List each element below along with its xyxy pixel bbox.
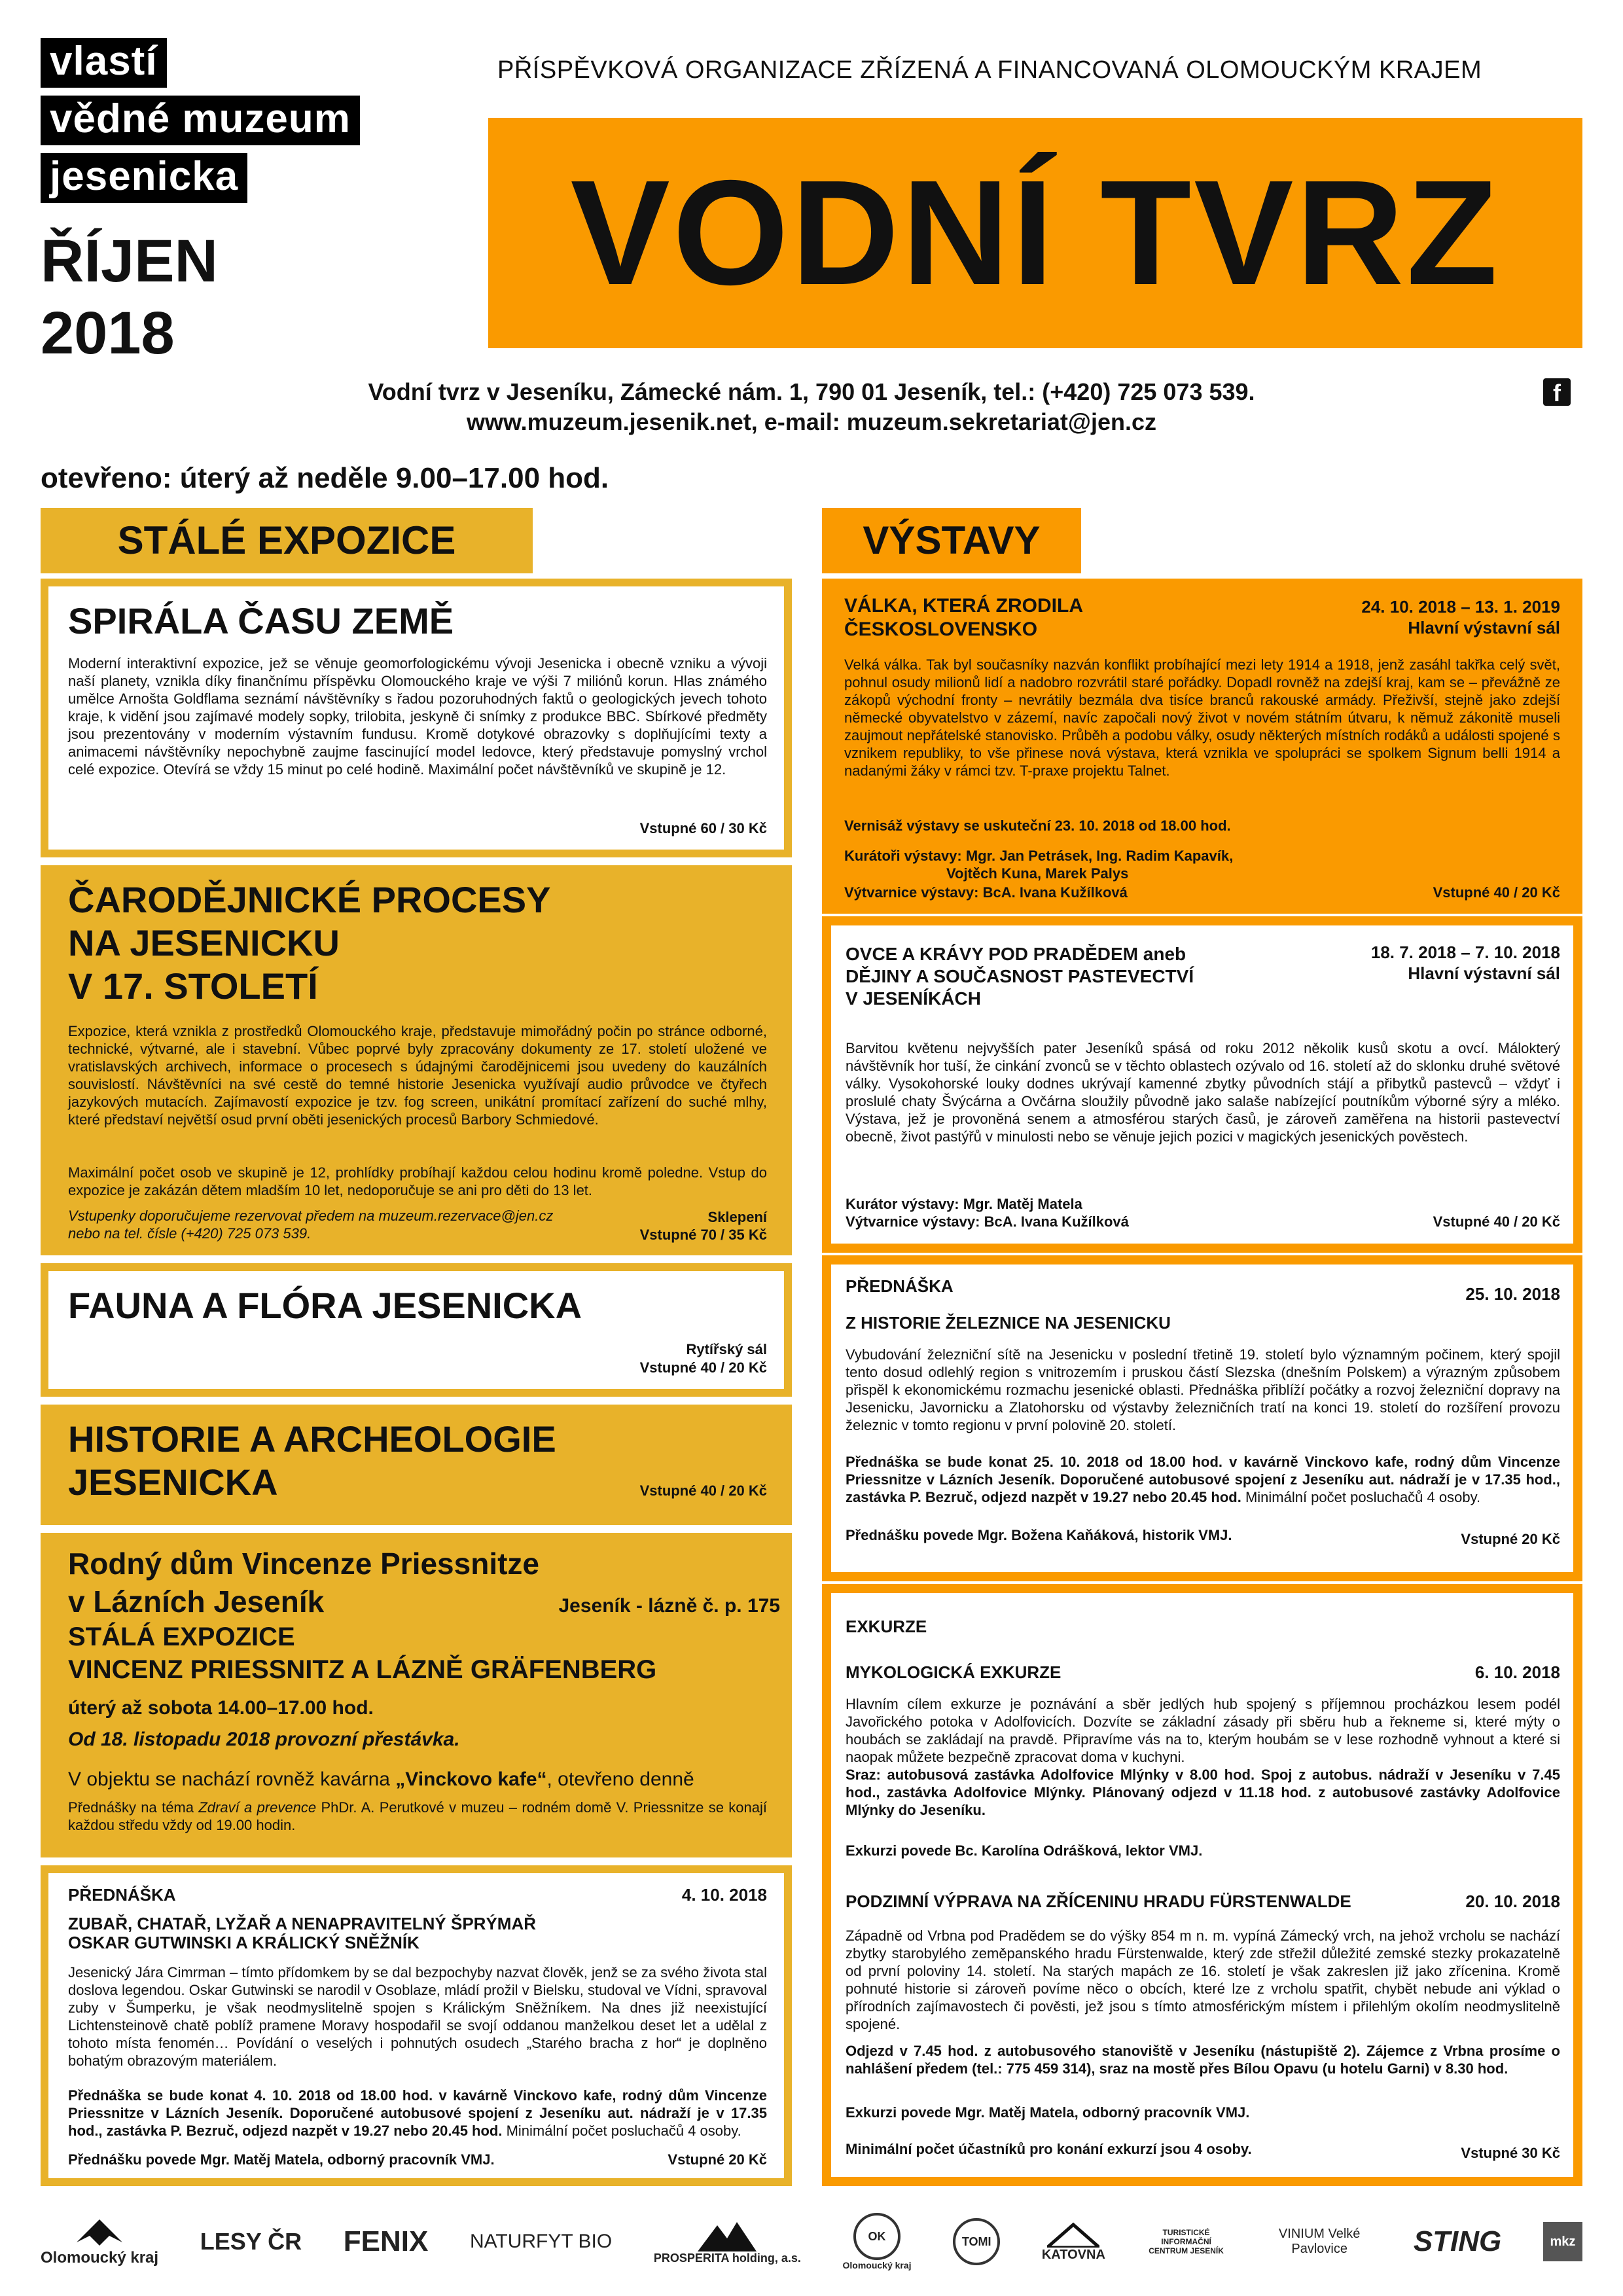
panel-ovce-inner bbox=[831, 925, 1573, 1244]
open-hours: otevřeno: úterý až neděle 9.00–17.00 hod. bbox=[41, 462, 609, 494]
panel-fauna bbox=[41, 1263, 792, 1397]
panel-prednaska-left bbox=[41, 1865, 792, 2186]
seal-icon: OK bbox=[853, 2213, 901, 2260]
partner-logos bbox=[41, 2199, 1582, 2284]
fauna-price: Vstupné 40 / 20 Kč bbox=[639, 1359, 767, 1376]
prednaska-left-title-2: OSKAR GUTWINSKI A KRÁLICKÝ SNĚŽNÍK bbox=[68, 1933, 419, 1952]
valka-vernisaz: Vernisáž výstavy se uskuteční 23. 10. 2018 od 18.00 hod. bbox=[844, 817, 1231, 834]
prednaska-left-info-main: Přednáška se bude konat 4. 10. 2018 od 18.00 hod. v kavárně Vinckovo kafe, rodný dům Vincenze Priessnitze v Lázních Jeseník. Doporučené autobusové spojení z Jeseníku aut. nádraží je v 17.35 hod., zastávka P. Bezruč, odjezd nazpět v 19.27 nebo 20.45 hod. bbox=[68, 2087, 767, 2139]
panel-spirala bbox=[41, 579, 792, 857]
prednaska-right-price: Vstupné 20 Kč bbox=[1461, 1531, 1560, 1547]
prednaska-right-label: PŘEDNÁŠKA bbox=[846, 1276, 954, 1296]
prednaska-left-info bbox=[68, 2087, 767, 2140]
rodny-lecture-note bbox=[68, 1799, 767, 1834]
carodej-title-2: NA JESENICKU bbox=[68, 922, 340, 963]
furst-meet: Odjezd v 7.45 hod. z autobusového stanoviště v Jeseníku (nástupiště 2). Zájemce z Vrbna prosíme o nahlášení předem (tel.: 775 459 314), sraz na mostě přes Bílou Opavu (u hotelu Garni) v 8.30 hod. bbox=[846, 2043, 1560, 2077]
panel-prednaska-left-inner bbox=[48, 1873, 784, 2178]
prednaska-right-info-main: Přednáška se bude konat 25. 10. 2018 od 18.00 hod. v kavárně Vinckovo kafe, rodný dům Vincenze Priessnitze v Lázních Jeseník. Doporučené autobusové spojení z Jeseníku aut. nádraží je v 17.35 hod., zastávka P. Bezruč, odjezd nazpět v 19.27 nebo 20.45 hod. bbox=[846, 1454, 1560, 1505]
logo-olomoucky-kraj: Olomoucký kraj bbox=[41, 2216, 158, 2267]
prednaska-left-date: 4. 10. 2018 bbox=[681, 1885, 767, 1905]
furst-lead: Exkurzi povede Mgr. Matěj Matela, odborný pracovník VMJ. bbox=[846, 2104, 1250, 2121]
logo-katovna: KATOVNA bbox=[1042, 2221, 1105, 2263]
valka-curators-2: Vojtěch Kuna, Marek Palys bbox=[946, 865, 1129, 882]
rodny-cafe bbox=[68, 1768, 694, 1791]
logo-line-3: jesenicka bbox=[41, 153, 247, 203]
exkurze-label: EXKURZE bbox=[846, 1617, 927, 1636]
rodny-title-2: v Lázních Jeseník bbox=[68, 1585, 325, 1619]
lecture-note-pre: Přednášky na téma bbox=[68, 1799, 199, 1816]
facebook-icon[interactable]: f bbox=[1543, 378, 1571, 406]
logo-sting: STING bbox=[1413, 2225, 1502, 2257]
roof-icon bbox=[1047, 2221, 1099, 2248]
ovce-designer: Výtvarnice výstavy: BcA. Ivana Kužílková bbox=[846, 1213, 1129, 1230]
panel-valka bbox=[822, 579, 1582, 914]
panel-exkurze bbox=[822, 1584, 1582, 2186]
fauna-title: FAUNA A FLÓRA JESENICKA bbox=[68, 1285, 582, 1326]
valka-title-1: VÁLKA, KTERÁ ZRODILA bbox=[844, 595, 1083, 617]
myko-date: 6. 10. 2018 bbox=[1474, 1662, 1560, 1682]
carodej-price: Vstupné 70 / 35 Kč bbox=[639, 1227, 767, 1243]
panel-prednaska-right-inner bbox=[831, 1265, 1573, 1572]
rodny-sub-1: STÁLÁ EXPOZICE bbox=[68, 1623, 295, 1651]
prednaska-left-title-1: ZUBAŘ, CHATAŘ, LYŽAŘ A NENAPRAVITELNÝ ŠPRÝMAŘ bbox=[68, 1914, 537, 1933]
panel-historie bbox=[41, 1405, 792, 1525]
prednaska-left-info-tail: Minimální počet posluchačů 4 osoby. bbox=[502, 2123, 741, 2139]
historie-price: Vstupné 40 / 20 Kč bbox=[639, 1482, 767, 1499]
valka-title-2: ČESKOSLOVENSKO bbox=[844, 619, 1038, 640]
section-title-stale: STÁLÉ EXPOZICE bbox=[41, 508, 533, 573]
panel-prednaska-right bbox=[822, 1255, 1582, 1581]
prednaska-left-label: PŘEDNÁŠKA bbox=[68, 1885, 176, 1905]
round-logo-icon: TOMI bbox=[953, 2218, 1000, 2265]
logo-fenix: FENIX bbox=[343, 2225, 429, 2257]
prednaska-left-price: Vstupné 20 Kč bbox=[668, 2151, 767, 2168]
ovce-place: Hlavní výstavní sál bbox=[1408, 963, 1560, 983]
panel-exkurze-inner bbox=[831, 1593, 1573, 2177]
panel-ovce bbox=[822, 916, 1582, 1253]
panel-carodej bbox=[41, 865, 792, 1255]
carodej-place: Sklepení bbox=[707, 1209, 767, 1225]
valka-text: Velká válka. Tak byl současníky nazván konflikt probíhající mezi lety 1914 a 1918, jenž zasáhl takřka celý svět, pohnul osudy milionů lidí a nadobro rozvrátil staré pořádky. Dopadl rovněž na zdejší kraj, kam se – převážně ze zákopů východní fronty – nevrátily bezmála dva tisíce branců rakouské armády. Přeživší, stejně jako zdejší německé obyvatelstvo v zázemí, navíc započali nový život v novém státním útvaru, k němuž zákonitě museli zaujmout nepřátelské stanovisko. Průběh a podobu války, osudy některých místních rodáků a události spojené s vznikem republiky, to vše přinese nová výstava, která vznikla ve spolupráci se spolkem Signum belli 1914 a nadanými žáky v rámci tzv. T-praxe projektu Talnet. bbox=[844, 656, 1560, 779]
rodny-sub-2: VINCENZ PRIESSNITZ A LÁZNĚ GRÄFENBERG bbox=[68, 1655, 657, 1684]
historie-title-1: HISTORIE A ARCHEOLOGIE bbox=[68, 1418, 556, 1460]
myko-title: MYKOLOGICKÁ EXKURZE bbox=[846, 1662, 1061, 1682]
carodej-title-3: V 17. STOLETÍ bbox=[68, 965, 318, 1007]
prednaska-left-speaker: Přednášku povede Mgr. Matěj Matela, odborný pracovník VMJ. bbox=[68, 2151, 495, 2168]
rodny-closure: Od 18. listopadu 2018 provozní přestávka. bbox=[68, 1729, 460, 1750]
prednaska-right-info bbox=[846, 1453, 1560, 1506]
section-title-vystavy: VÝSTAVY bbox=[822, 508, 1081, 573]
carodej-note-1: Vstupenky doporučujeme rezervovat předem na muzeum.rezervace@jen.cz bbox=[68, 1208, 554, 1224]
ovce-curator: Kurátor výstavy: Mgr. Matěj Matela bbox=[846, 1196, 1082, 1212]
logo-mkz: mkz bbox=[1543, 2222, 1582, 2261]
ovce-date: 18. 7. 2018 – 7. 10. 2018 bbox=[1370, 942, 1560, 962]
fauna-place: Rytířský sál bbox=[686, 1341, 767, 1357]
carodej-text: Expozice, která vznikla z prostředků Olomouckého kraje, představuje mimořádný počin po stránce odborné, technické, výtvarné, ale i stavební. Vůbec poprvé byly zpracovány dokumenty ze 17. století uložené ve vratislavských archivech, informace o procesech s údajnými čarodějnicemi jsou uvedeny do kauzálních souvislostí. Návštěvníci na své cestě do temné historie Jesenicka využívají audio průvodce ve čtyřech jazykových mutacích. Zajímavostí expozice je tzv. fog screen, unikátní promítací zařízení do suché mlhy, které představí největší osud první oběti jesenických procesů Barbory Schmiedové. bbox=[68, 1023, 767, 1128]
lecture-note-ital: Zdraví a prevence bbox=[198, 1799, 317, 1816]
address-line-2: www.muzeum.jesenik.net, e-mail: muzeum.sekretariat@jen.cz bbox=[466, 408, 1157, 435]
ovce-title-3: V JESENÍKÁCH bbox=[846, 988, 981, 1009]
logo-tomi bbox=[953, 2218, 1000, 2265]
myko-text: Hlavním cílem exkurze je poznávání a sběr jedlých hub spojený s příjemnou procházkou lesem podél Javořického potoka v Adolfovicích. Dozvíte se základní zásady při sběru hub a řekneme si, které mýty o houbách se zakládají na pravdě. Připravíme vás na to, kterým houbám se v lese rozhodně vyhnout a které si naopak můžete bezpečně zpracovat doma v kuchyni. bbox=[846, 1696, 1560, 1765]
rodny-hours: úterý až sobota 14.00–17.00 hod. bbox=[68, 1697, 374, 1719]
furst-text: Západně od Vrbna pod Pradědem se do výšky 854 m n. m. vypíná Zámecký vrch, na jehož vrcholu se nachází zbytky starobylého zeměpanského hradu Fürstenwalde, který zde střežil důležité zemské stezky prokazatelně od první poloviny 14. století. Na starých mapách ze 16. století je však zakreslen již jako zřícenina. Kromě pohnuté historie si zároveň povíme něco o obcích, které lze z vrcholu spatřit, chybět nebude ani výklad o přírodních zajímavostech či pověsti, jež jsou s tímto atmosférickým místem i přilehlým okolím neodmyslitelně spojené. bbox=[846, 1928, 1560, 2032]
logo-naturfyt: NATURFYT BIO bbox=[469, 2231, 613, 2252]
spirala-title: SPIRÁLA ČASU ZEMĚ bbox=[68, 600, 454, 641]
ovce-text: Barvitou květenu nejvyšších pater Jeseníků spásá od roku 2012 několik kusů skotu a ovcí. Málokterý návštěvník hor tuší, že cinkání zvonců se v těchto oblastech ozývalo od 16. století až do sklonku druhé světové války. Vysokohorské louky dodnes ukrývají kamenné zbytky původních stájí a přibytků pastevců – vždyť i proslulé chaty Švýcárna a Ovčárna sloužily původně jako salaše nabízející poutníkům výborné sýry a mléko. Výstava, jež je provoněná senem a atmosférou starých časů, je zároveň zaměřena na historii pastevectví obecně, život pastýřů v minulosti nebo se věnuje jejich pozici v magických jesenických pověstech. bbox=[846, 1040, 1560, 1145]
valka-place: Hlavní výstavní sál bbox=[1408, 618, 1560, 637]
logo-tic: TURISTICKÉ INFORMAČNÍ CENTRUM JESENÍK bbox=[1149, 2228, 1224, 2255]
carodej-text-2: Maximální počet osob ve skupině je 12, prohlídky probíhají každou celou hodinu kromě poledne. Vstup do expozice je zakázán dětem mladším 10 let, nedoporučuje se ani pro děti do 13 let. bbox=[68, 1164, 767, 1198]
eagle-icon bbox=[73, 2216, 126, 2249]
logo-line-1: vlastí bbox=[41, 38, 167, 88]
furst-title: PODZIMNÍ VÝPRAVA NA ZŘÍCENINU HRADU FÜRSTENWALDE bbox=[846, 1892, 1351, 1911]
myko-meet: Sraz: autobusová zastávka Adolfovice Mlýnky v 8.00 hod. Spoj z autobus. nádraží v Jeseníku v 7.45 hod., zastávka Adolfovice Mlýnky. Plánovaný odjezd v 11.18 hod. z autobusové zastávky Adolfovice Mlýnky do Jeseníku. bbox=[846, 1767, 1560, 1818]
ovce-title-1: OVCE A KRÁVY POD PRADĚDEM aneb bbox=[846, 944, 1186, 964]
panel-rodny bbox=[41, 1533, 792, 1857]
spirala-price: Vstupné 60 / 30 Kč bbox=[639, 820, 767, 836]
cafe-pre: V objektu se nachází rovněž kavárna bbox=[68, 1768, 396, 1790]
exkurze-price: Vstupné 30 Kč bbox=[1461, 2145, 1560, 2161]
prednaska-left-text: Jesenický Jára Cimrman – tímto přídomkem by se dal bezpochyby nazvat člověk, jenž se za svého života stal doslova legendou. Oskar Gutwinski se narodil v Osoblaze, mládí prožil v Bielsku, studoval ve Vídni, spravoval zuby v Šumperku, je však neodmyslitelně spojen s Králickým Sněžníkem. Na dnes již neexistující Lichtensteinově chatě poblíž pramene Moravy hospodařil se svojí oddanou manželkou deset let a udělal z tohoto místa fenomén… Povídání o veselých i pohnutých osudech „Starého bracha z hor“ je doplněno bohatým obrazovým materiálem. bbox=[68, 1964, 767, 2069]
cafe-name: „Vinckovo kafe“ bbox=[395, 1768, 547, 1790]
valka-price: Vstupné 40 / 20 Kč bbox=[1433, 884, 1560, 901]
exkurze-min: Minimální počet účastníků pro konání exkurzí jsou 4 osoby. bbox=[846, 2141, 1252, 2157]
spirala-text: Moderní interaktivní expozice, jež se věnuje geomorfologickému vývoji Jesenicka i obecně vzniku a vývoji naší planety, vznikla díky finančnímu příspěvku Olomouckého kraje ve výši 7 miliónů korun. Hlas známého umělce Arnošta Goldflama seznámí návštěvníky s řadou pozoruhodných faktů o geologických jevech tohoto kraje, k vidění jsou zajímavé modely sopky, trilobita, jeskyně či snímky z produkce BBC. Sbírkové předměty jsou prezentovány v moderním výstavním fundusu. Kromě dotykové obrazovky s doplňujícími texty a animacemi návštěvníky nepochybně zaujme fascinující model ledovce, který představuje pomyslný vrchol celé expozice. Otevírá se vždy 15 minut po celé hodině. Maximální počet návštěvníků ve skupině je 12. bbox=[68, 655, 767, 778]
valka-date: 24. 10. 2018 – 13. 1. 2019 bbox=[1361, 597, 1560, 617]
logo-prosperita: PROSPERITA holding, a.s. bbox=[654, 2219, 801, 2265]
title-box bbox=[488, 118, 1582, 348]
lecture-note-post: PhDr. A. Perutkové v muzeu – rodném domě V. Priessnitze se konají každou středu vždy od 19.00 hodin. bbox=[68, 1799, 767, 1833]
prednaska-right-info-tail: Minimální počet posluchačů 4 osoby. bbox=[1241, 1489, 1481, 1505]
cafe-post: , otevřeno denně bbox=[546, 1768, 694, 1790]
panel-fauna-inner bbox=[48, 1271, 784, 1389]
logo-olomoucky-kraj-2: OK Olomoucký kraj bbox=[843, 2213, 912, 2270]
rodny-title-1: Rodný dům Vincenze Priessnitze bbox=[68, 1547, 540, 1581]
prednaska-right-date: 25. 10. 2018 bbox=[1465, 1284, 1560, 1304]
historie-title-2: JESENICKA bbox=[68, 1462, 278, 1503]
month: ŘÍJEN bbox=[41, 228, 218, 295]
myko-lead: Exkurzi povede Bc. Karolína Odrášková, lektor VMJ. bbox=[846, 1842, 1203, 1859]
mountain-icon bbox=[698, 2219, 757, 2251]
furst-date: 20. 10. 2018 bbox=[1465, 1892, 1560, 1911]
prednaska-right-title: Z HISTORIE ŽELEZNICE NA JESENICKU bbox=[846, 1313, 1171, 1333]
prednaska-right-speaker: Přednášku povede Mgr. Božena Kaňáková, historik VMJ. bbox=[846, 1527, 1232, 1543]
carodej-title-1: ČARODĚJNICKÉ PROCESY bbox=[68, 879, 551, 920]
valka-curators-1: Kurátoři výstavy: Mgr. Jan Petrásek, Ing. Radim Kapavík, bbox=[844, 848, 1234, 864]
valka-designer: Výtvarnice výstavy: BcA. Ivana Kužílková bbox=[844, 884, 1128, 901]
logo-lesy-cr: LESY ČR bbox=[200, 2228, 302, 2255]
ovce-price: Vstupné 40 / 20 Kč bbox=[1433, 1213, 1560, 1230]
panel-spirala-inner bbox=[48, 586, 784, 850]
logo-line-2: vědné muzeum bbox=[41, 96, 360, 145]
org-text: PŘÍSPĚVKOVÁ ORGANIZACE ZŘÍZENÁ A FINANCOVANÁ OLOMOUCKÝM KRAJEM bbox=[497, 56, 1482, 84]
page-title: VODNÍ TVRZ bbox=[570, 149, 1501, 316]
ovce-title-2: DĚJINY A SOUČASNOST PASTEVECTVÍ bbox=[846, 966, 1194, 986]
logo-vinium: VINIUM Velké Pavlovice bbox=[1278, 2227, 1361, 2256]
rodny-address: Jeseník - lázně č. p. 175 bbox=[558, 1595, 780, 1617]
year: 2018 bbox=[41, 300, 175, 367]
prednaska-right-text: Vybudování železniční sítě na Jesenicku v poslední třetině 19. století bylo významným počinem, který spojil tento dosud odlehlý region s vnitrozemím i pruskou částí Slezska (dnešním Polskem) a výrazným způsobem přispěl k ekonomickému rozmachu jesenické oblasti. Přednáška přiblíží počátky a rozvoj železniční dopravy na Jesenicku, Javornicku a Zlatohorsku od výstavby železničních tratí na konci 19. století do rozšíření provozu železnic v tomto regionu v první polovině 20. století. bbox=[846, 1346, 1560, 1433]
carodej-note-2: nebo na tel. čísle (+420) 725 073 539. bbox=[68, 1225, 312, 1242]
address-line-1: Vodní tvrz v Jeseníku, Zámecké nám. 1, 790 01 Jeseník, tel.: (+420) 725 073 539. bbox=[368, 378, 1255, 405]
